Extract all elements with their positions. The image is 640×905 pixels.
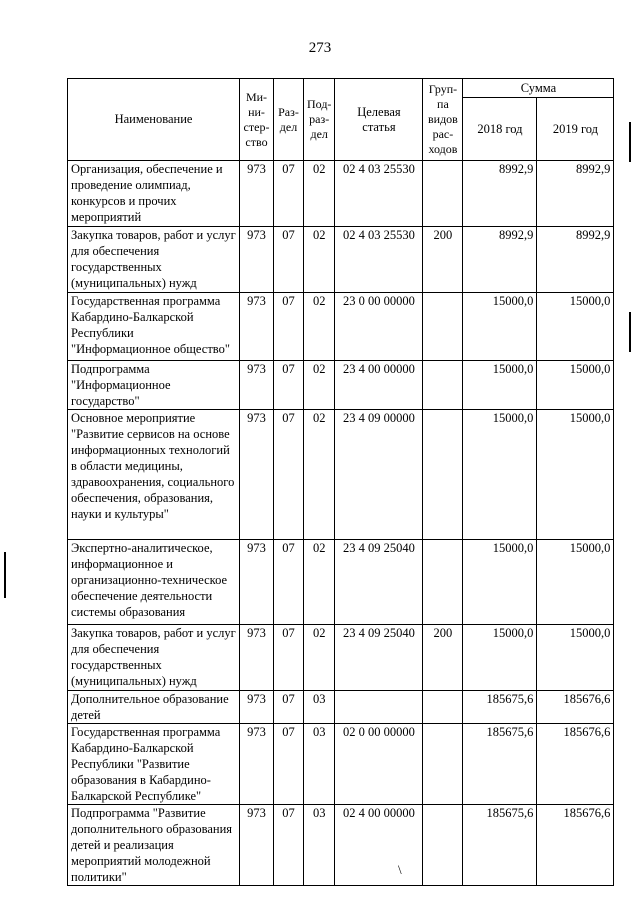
row-subsection: 02: [304, 361, 335, 410]
row-sum-2018: 15000,0: [463, 293, 537, 361]
row-ministry: 973: [240, 724, 274, 805]
row-subsection: 03: [304, 805, 335, 886]
table-body: [68, 161, 614, 886]
row-article: 02 0 00 00000: [335, 724, 423, 805]
scan-edge-mark: [4, 552, 6, 598]
row-subsection: 02: [304, 625, 335, 691]
row-sum-2018: 185675,6: [463, 805, 537, 886]
row-name: Основное мероприятие "Развитие сервисов на основе информационных технологий в области медицины, здравоохранения, социального обеспечения, образования, науки и культуры": [68, 410, 240, 540]
row-expense-group: [423, 361, 463, 410]
row-ministry: 973: [240, 227, 274, 293]
row-article: [335, 691, 423, 724]
scan-edge-mark: [629, 122, 631, 162]
budget-table: [67, 78, 614, 886]
row-expense-group: 200: [423, 625, 463, 691]
table-row: [68, 805, 614, 886]
row-article: 02 4 03 25530: [335, 227, 423, 293]
row-sum-2018: 15000,0: [463, 410, 537, 540]
header-name: Наименование: [68, 79, 240, 161]
row-section: 07: [274, 805, 304, 886]
table-header: [68, 79, 614, 161]
row-sum-2019: 15000,0: [537, 410, 614, 540]
table-row: [68, 691, 614, 724]
table-row: [68, 161, 614, 227]
row-name: Подпрограмма "Информационное государство": [68, 361, 240, 410]
row-article: 23 4 09 25040: [335, 540, 423, 625]
row-section: 07: [274, 540, 304, 625]
row-name: Государственная программа Кабардино-Балкарской Республики "Развитие образования в Кабардино-Балкарской Республике": [68, 724, 240, 805]
row-article: 02 4 03 25530: [335, 161, 423, 227]
header-target-article: Целевая статья: [335, 79, 423, 161]
row-sum-2018: 15000,0: [463, 625, 537, 691]
row-article: 23 4 00 00000: [335, 361, 423, 410]
header-year-2018: 2018 год: [463, 98, 537, 161]
row-subsection: 02: [304, 540, 335, 625]
header-ministry: Ми- ни- стер- ство: [240, 79, 274, 161]
row-section: 07: [274, 410, 304, 540]
row-name: Закупка товаров, работ и услуг для обеспечения государственных (муниципальных) нужд: [68, 625, 240, 691]
row-subsection: 02: [304, 410, 335, 540]
row-section: 07: [274, 161, 304, 227]
header-year-2019: 2019 год: [537, 98, 614, 161]
row-article: 02 4 00 00000: [335, 805, 423, 886]
row-ministry: 973: [240, 161, 274, 227]
row-sum-2019: 8992,9: [537, 227, 614, 293]
row-sum-2019: 185676,6: [537, 724, 614, 805]
row-section: 07: [274, 227, 304, 293]
row-section: 07: [274, 691, 304, 724]
page-number: 273: [308, 40, 332, 56]
row-expense-group: [423, 293, 463, 361]
row-expense-group: [423, 410, 463, 540]
row-sum-2019: 8992,9: [537, 161, 614, 227]
row-expense-group: [423, 724, 463, 805]
footer-mark: \: [398, 862, 402, 877]
row-sum-2018: 15000,0: [463, 540, 537, 625]
row-name: Закупка товаров, работ и услуг для обеспечения государственных (муниципальных) нужд: [68, 227, 240, 293]
row-sum-2019: 15000,0: [537, 625, 614, 691]
row-expense-group: [423, 161, 463, 227]
row-sum-2019: 185676,6: [537, 805, 614, 886]
row-ministry: 973: [240, 691, 274, 724]
row-section: 07: [274, 361, 304, 410]
row-name: Организация, обеспечение и проведение олимпиад, конкурсов и прочих мероприятий: [68, 161, 240, 227]
table-row: [68, 410, 614, 540]
table-row: [68, 540, 614, 625]
row-subsection: 03: [304, 691, 335, 724]
row-section: 07: [274, 625, 304, 691]
row-expense-group: 200: [423, 227, 463, 293]
row-ministry: 973: [240, 293, 274, 361]
row-article: 23 0 00 00000: [335, 293, 423, 361]
row-ministry: 973: [240, 410, 274, 540]
row-article: 23 4 09 25040: [335, 625, 423, 691]
table-row: [68, 625, 614, 691]
row-subsection: 03: [304, 724, 335, 805]
row-section: 07: [274, 724, 304, 805]
row-sum-2018: 185675,6: [463, 691, 537, 724]
row-ministry: 973: [240, 625, 274, 691]
row-subsection: 02: [304, 227, 335, 293]
row-expense-group: [423, 691, 463, 724]
row-name: Государственная программа Кабардино-Балкарской Республики "Информационное общество": [68, 293, 240, 361]
row-name: Экспертно-аналитическое, информационное и организационно-техническое обеспечение деятельности системы образования: [68, 540, 240, 625]
row-name: Дополнительное образование детей: [68, 691, 240, 724]
header-expense-group: Груп- па видов рас- ходов: [423, 79, 463, 161]
row-subsection: 02: [304, 161, 335, 227]
table-row: [68, 293, 614, 361]
header-section: Раз- дел: [274, 79, 304, 161]
row-ministry: 973: [240, 361, 274, 410]
table-row: [68, 361, 614, 410]
row-subsection: 02: [304, 293, 335, 361]
row-sum-2018: 185675,6: [463, 724, 537, 805]
row-sum-2018: 8992,9: [463, 227, 537, 293]
scan-edge-mark: [629, 312, 631, 352]
row-sum-2019: 15000,0: [537, 361, 614, 410]
row-sum-2018: 15000,0: [463, 361, 537, 410]
row-expense-group: [423, 540, 463, 625]
header-subsection: Под- раз- дел: [304, 79, 335, 161]
row-sum-2019: 15000,0: [537, 293, 614, 361]
table-row: [68, 724, 614, 805]
row-sum-2019: 15000,0: [537, 540, 614, 625]
row-section: 07: [274, 293, 304, 361]
row-ministry: 973: [240, 540, 274, 625]
row-expense-group: [423, 805, 463, 886]
table-row: [68, 227, 614, 293]
row-ministry: 973: [240, 805, 274, 886]
row-name: Подпрограмма "Развитие дополнительного образования детей и реализация мероприятий молодежной политики": [68, 805, 240, 886]
row-sum-2019: 185676,6: [537, 691, 614, 724]
header-sum: Сумма: [463, 79, 614, 98]
row-article: 23 4 09 00000: [335, 410, 423, 540]
row-sum-2018: 8992,9: [463, 161, 537, 227]
